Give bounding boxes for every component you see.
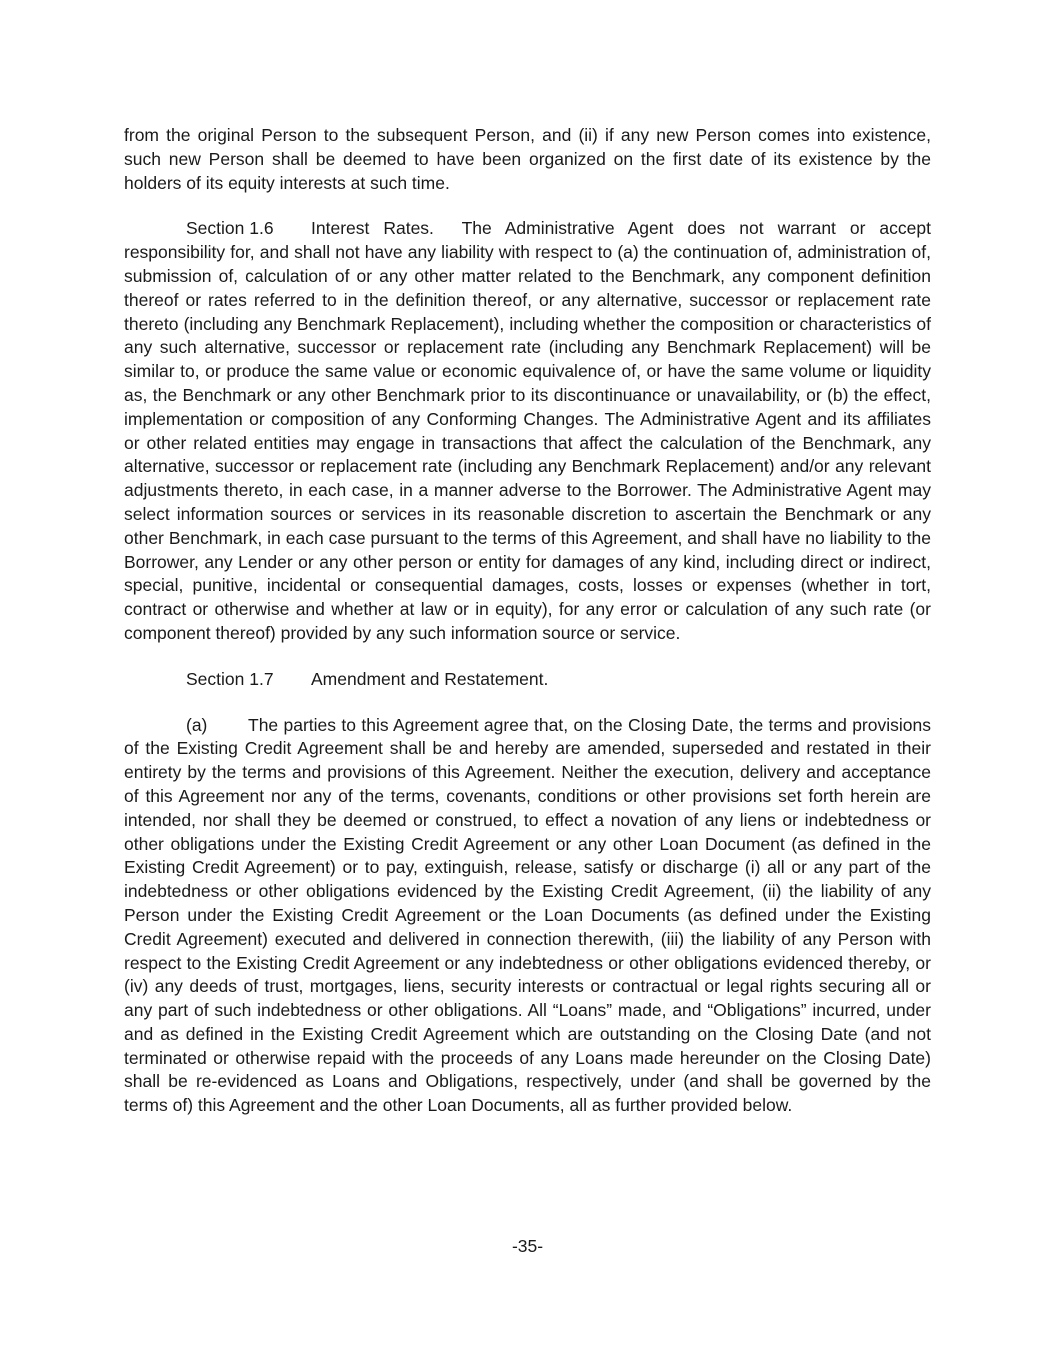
continuation-paragraph: from the original Person to the subsequent Person, and (ii) if any new Person comes into existence, such new Person shall be deemed to have been organized on the first date of its existence by the holders of its equity interests at such time. [124,125,931,193]
section-title: Interest Rates. [311,218,434,239]
section-body: The Administrative Agent does not warrant or accept responsibility for, and shall not have any liability with respect to (a) the continuation of, administration of, submission of, calculation of or any other matter related to the Benchmark, any component definition thereof or rates referred to in the definition thereof, or any alternative, successor or replacement rate thereto (including any Benchmark Replacement), including whether the composition or characteristics of any such alternative, successor or replacement rate (including any Benchmark Replacement) will be similar to, or produce the same value or economic equivalence of, or have the same volume or liquidity as, the Benchmark or any other Benchmark prior to its discontinuance or unavailability, or (b) the effect, implementation or composition of any Conforming Changes. The Administrative Agent and its affiliates or other related entities may engage in transactions that affect the calculation of the Benchmark, any alternative, successor or replacement rate (including any Benchmark Replacement) and/or any relevant adjustments thereto, in each case, in a manner adverse to the Borrower. The Administrative Agent may select information sources or services in its reasonable discretion to ascertain the Benchmark or any other Benchmark, in each case pursuant to the terms of this Agreement, and shall have no liability to the Borrower, any Lender or any other person or entity for damages of any kind, including direct or indirect, special, punitive, incidental or consequential damages, costs, losses or expenses (whether in tort, contract or otherwise and whether at law or in equity), for any error or calculation of any such rate (or component thereof) provided by any such information source or service. [124,218,931,643]
item-body: The parties to this Agreement agree that, on the Closing Date, the terms and provisions of the Existing Credit Agreement shall be and hereby are amended, superseded and restated in their entirety by the terms and provisions of this Agreement. Neither the execution, delivery and acceptance of this Agreement nor any of the terms, covenants, conditions or other provisions set forth herein are intended, nor shall they be deemed or construed, to effect a novation of any liens or indebtedness or other obligations under the Existing Credit Agreement or any other Loan Document (as defined in the Existing Credit Agreement) or to pay, extinguish, release, satisfy or discharge (i) all or any part of the indebtedness or other obligations evidenced by the Existing Credit Agreement, (ii) the liability of any Person under the Existing Credit Agreement or the Loan Documents (as defined under the Existing Credit Agreement) executed and delivered in connection therewith, (iii) the liability of any Person with respect to the Existing Credit Agreement or any indebtedness or other obligations evidenced thereby, or (iv) any deeds of trust, mortgages, liens, security interests or contractual or legal rights securing all or any part of such indebtedness or other obligations. All “Loans” made, and “Obligations” incurred, under and as defined in the Existing Credit Agreement which are outstanding on the Closing Date (and not terminated or otherwise repaid with the proceeds of any Loans made hereunder on the Closing Date) shall be re-evidenced as Loans and Obligations, respectively, under (and shall be governed by the terms of) this Agreement and the other Loan Documents, all as further provided below. [124,714,931,1116]
item-a-paragraph [124,714,931,1119]
section-title: Amendment and Restatement. [311,668,549,689]
section-number: Section 1.6 [186,218,274,239]
section-1-6-paragraph [124,217,931,645]
item-label: (a) [186,714,208,735]
section-number: Section 1.7 [186,668,274,689]
page-number: -35- [511,1236,544,1256]
document-page [124,124,931,1118]
section-1-7-heading [124,668,931,692]
